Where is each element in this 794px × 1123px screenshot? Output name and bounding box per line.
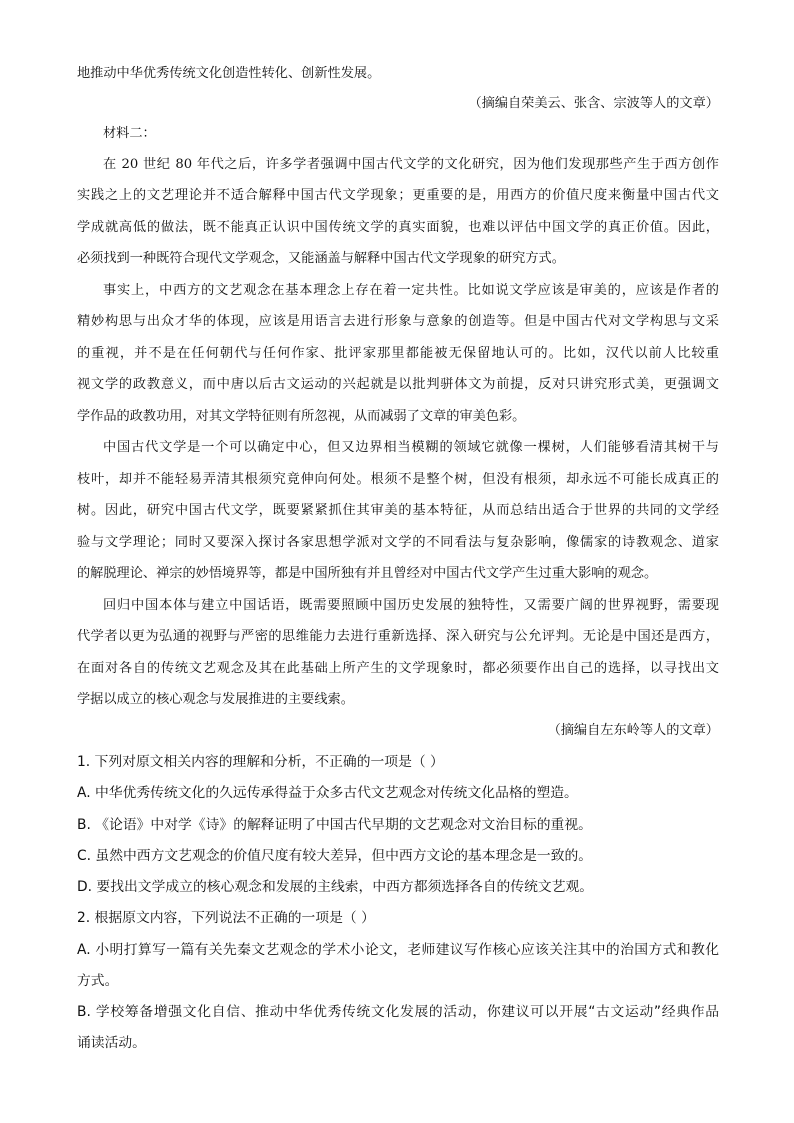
text-line: A. 中华优秀传统文化的久远传承得益于众多古代文艺观念对传统文化品格的塑造。 bbox=[77, 785, 578, 801]
text-line: 树。因此，研究中国古代文学，既要紧紧抓住其审美的基本特征，从而总结出适合于世界的共同的文学经 bbox=[77, 503, 719, 518]
text-line: 中国古代文学是一个可以确定中心，但又边界相当模糊的领域它就像一棵树，人们能够看清其树干与 bbox=[103, 440, 719, 455]
text-line: 的重视，并不是在任何朝代与任何作家、批评家那里都能被无保留地认可的。比如，汉代以前人比较重 bbox=[77, 346, 719, 361]
text-line: 在面对各自的传统文艺观念及其在此基础上所产生的文学现象时，都必须要作出自己的选择，以寻找出文 bbox=[77, 661, 719, 676]
text-line: 枝叶，却并不能轻易弄清其根须究竟伸向何处。根须不是整个树，但没有根须，却永远不可能长成真正的 bbox=[77, 472, 719, 487]
text-line: D. 要找出文学成立的核心观念和发展的主线索，中西方都须选择各自的传统文艺观。 bbox=[77, 879, 594, 895]
text-line: 1. 下列对原文相关内容的理解和分析，不正确的一项是（ ） bbox=[77, 754, 444, 770]
text-line: 诵读活动。 bbox=[77, 1035, 146, 1051]
text-line: 方式。 bbox=[77, 973, 119, 989]
text-line: 事实上，中西方的文艺观念在基本理念上存在着一定共性。比如说文学应该是审美的，应该是作者的 bbox=[103, 283, 719, 298]
text-line: 精妙构思与出众才华的体现，应该是用语言去进行形象与意象的创造等。但是中国古代对文学构思与文采 bbox=[77, 314, 719, 329]
text-line: B. 《论语》中对学《诗》的解释证明了中国古代早期的文艺观念对文治目标的重视。 bbox=[77, 817, 592, 833]
text-line: 必须找到一种既符合现代文学观念，又能涵盖与解释中国古代文学现象的研究方式。 bbox=[77, 251, 565, 266]
text-line: 视文学的政教意义，而中唐以后古文运动的兴起就是以批判骈体文为前提，反对只讲究形式美，更强调文 bbox=[77, 377, 719, 392]
text-line: 2. 根据原文内容，下列说法不正确的一项是（ ） bbox=[77, 910, 375, 926]
text-line: C. 虽然中西方文艺观念的价值尺度有较大差异，但中西方文论的基本理念是一致的。 bbox=[77, 848, 593, 864]
text-line: 材料二： bbox=[103, 126, 156, 141]
text-line: B. 学校筹备增强文化自信、推动中华优秀传统文化发展的活动，你建议可以开展“古文运动”经典作品 bbox=[77, 1004, 719, 1020]
text-line: 代学者以更为弘通的视野与严密的思维能力去进行重新选择、深入研究与公允评判。无论是中国还是西方， bbox=[77, 629, 719, 644]
text-line: （摘编自左东岭等人的文章） bbox=[547, 723, 719, 738]
text-line: 学作品的政教功用，对其文学特征则有所忽视，从而减弱了文章的审美色彩。 bbox=[77, 409, 526, 424]
text-line: 验与文学理论；同时又要深入探讨各家思想学派对文学的不同看法与复杂影响，像儒家的诗教观念、道家 bbox=[77, 535, 719, 550]
text-line: 学据以成立的核心观念与发展推进的主要线索。 bbox=[77, 692, 354, 707]
text-line: 学成就高低的做法，既不能真正认识中国传统文学的真实面貌，也难以评估中国文学的真正价值。因此， bbox=[77, 220, 719, 235]
text-line: A. 小明打算写一篇有关先秦文艺观念的学术小论文，老师建议写作核心应该关注其中的治国方式和教化 bbox=[77, 942, 719, 958]
text-line: （摘编自荣美云、张含、宗波等人的文章） bbox=[468, 96, 719, 111]
text-line: 在 20 世纪 80 年代之后，许多学者强调中国古代文学的文化研究，因为他们发现那些产生于西方创作 bbox=[103, 157, 719, 172]
text-line: 的解脱理论、禅宗的妙悟境界等，都是中国所独有并且曾经对中国古代文学产生过重大影响的观念。 bbox=[77, 566, 658, 581]
text-line: 回归中国本体与建立中国话语，既需要照顾中国历史发展的独特性，又需要广阔的世界视野，需要现 bbox=[103, 598, 719, 613]
text-line: 地推动中华优秀传统文化创造性转化、创新性发展。 bbox=[77, 66, 381, 81]
text-line: 实践之上的文艺理论并不适合解释中国古代文学现象；更重要的是，用西方的价值尺度来衡量中国古代文 bbox=[77, 188, 719, 203]
